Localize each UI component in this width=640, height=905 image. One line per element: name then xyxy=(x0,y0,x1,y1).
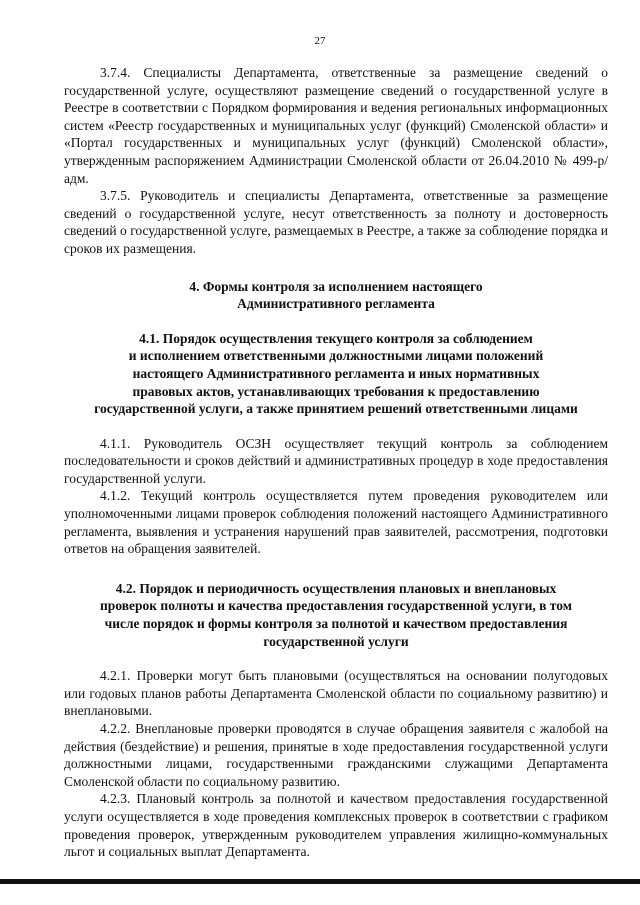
heading-line: государственной услуги, а также принятием решений ответственными лицами xyxy=(94,401,578,417)
heading-line: правовых актов, устанавливающих требования к предоставлению xyxy=(132,383,540,399)
paragraph-4-2-1: 4.2.1. Проверки могут быть плановыми (осуществляться на основании полугодовых или годовых планов работы Департамента Смоленской области по социальному развитию) и внеплановыми. xyxy=(64,668,608,719)
paragraph-3-7-4: 3.7.4. Специалисты Департамента, ответственные за размещение сведений о государственной услуге, осуществляют размещение сведений о государственной услуге в Реестре в соответствии с Порядком формирования и ведения региональных информационных систем «Реестр государственных и муниципальных услуг (функций) Смоленской области» и «Портал государственных и муниципальных услуг (функций) Смоленской области», утвержденным распоряжением Администрации Смоленской области от 26.04.2010 № 499-р/адм. xyxy=(64,65,608,186)
heading-line: 4.1. Порядок осуществления текущего контроля за соблюдением xyxy=(139,330,533,346)
heading-line: 4. Формы контроля за исполнением настоящего xyxy=(189,278,483,294)
heading-line: числе порядок и формы контроля за полнотой и качеством предоставления xyxy=(104,616,568,632)
scan-bottom-rule xyxy=(0,879,640,884)
heading-line: и исполнением ответственными должностными лицами положений xyxy=(128,348,544,364)
subsection-heading-4-2 xyxy=(64,580,608,650)
heading-line: настоящего Административного регламента и иных нормативных xyxy=(132,365,540,381)
paragraph-4-2-2: 4.2.2. Внеплановые проверки проводятся в случае обращения заявителя с жалобой на действия (бездействие) и решения, принятые в ходе предоставления государственной услуги должностными лицами, государственными гражданскими служащими Департамента Смоленской области по социальному развитию. xyxy=(64,721,608,789)
page-number: 27 xyxy=(314,35,326,47)
paragraph-4-2-3: 4.2.3. Плановый контроль за полнотой и качеством предоставления государственной услуги осуществляется в ходе проведения комплексных проверок в соответствии с графиком проведения проверок, утвержденным руководителем управления жилищно-коммунальных льгот и социальных выплат Департамента. xyxy=(64,791,608,860)
heading-line: 4.2. Порядок и периодичность осуществления плановых и внеплановых xyxy=(115,580,557,596)
document-body xyxy=(64,64,608,861)
subsection-heading-4-1 xyxy=(64,330,608,418)
paragraph-4-1-1: 4.1.1. Руководитель ОСЗН осуществляет текущий контроль за соблюдением последовательности и сроков действий и административных процедур в ходе предоставления государственной услуги. xyxy=(64,435,608,486)
heading-line: Административного регламента xyxy=(237,296,435,312)
heading-line: государственной услуги xyxy=(263,633,409,649)
paragraph-4-1-2: 4.1.2. Текущий контроль осуществляется путем проведения руководителем или уполномоченными лицами проверок соблюдения положений настоящего Административного регламента, выявления и устранения нарушений прав заявителей, рассмотрения, подготовки ответов на обращения заявителей. xyxy=(64,488,608,557)
paragraph-3-7-5: 3.7.5. Руководитель и специалисты Департамента, ответственные за размещение сведений о государственной услуге, несут ответственность за полноту и достоверность сведений о государственной услуге, размещаемых в Реестре, а также за соблюдение порядка и сроков их размещения. xyxy=(64,188,608,256)
heading-line: проверок полноты и качества предоставления государственной услуги, в том xyxy=(100,598,572,614)
section-heading-4 xyxy=(64,278,608,313)
